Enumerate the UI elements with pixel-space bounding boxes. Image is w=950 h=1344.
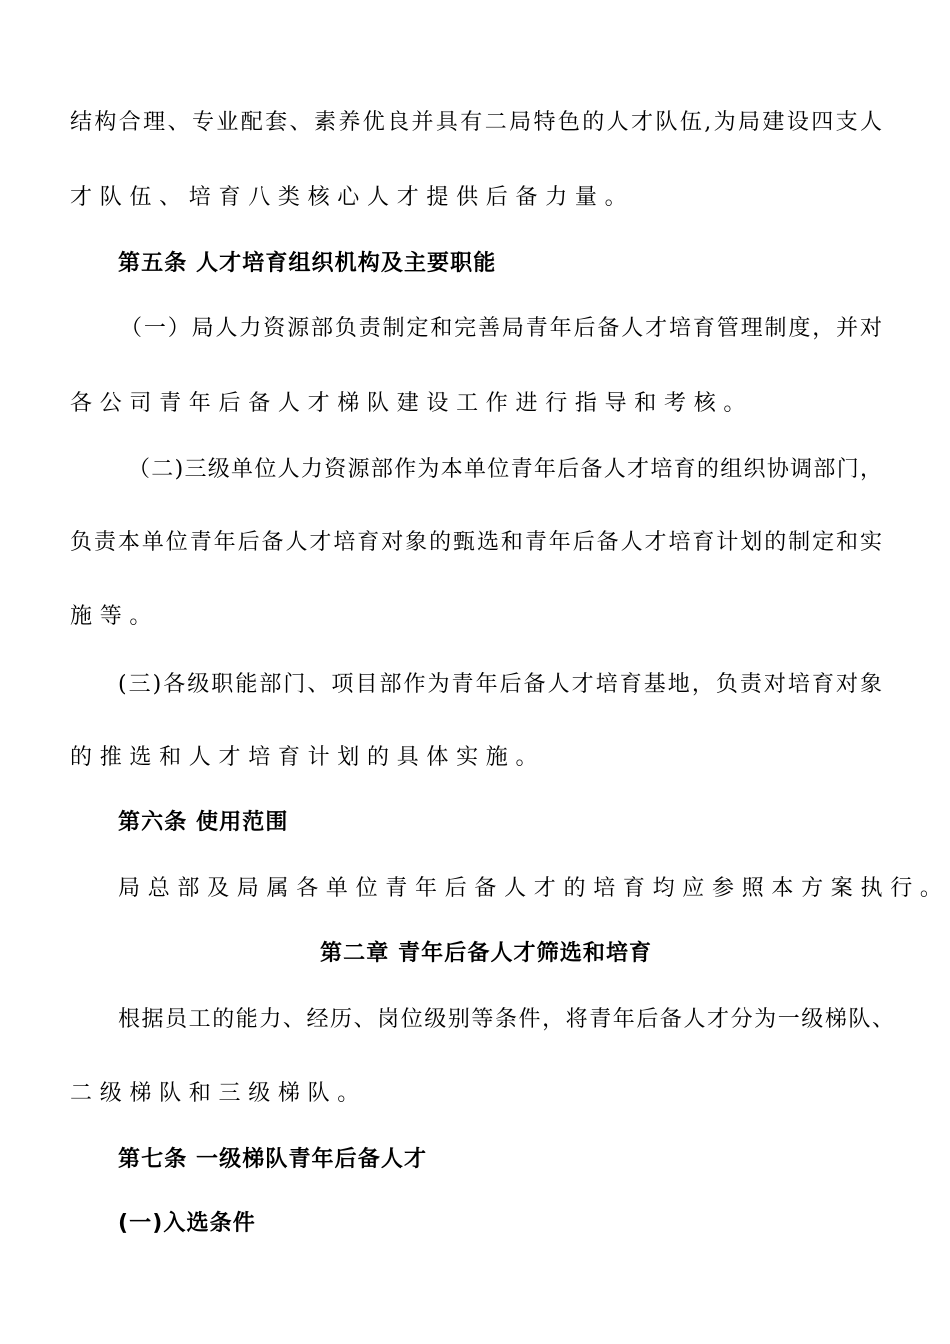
paragraph-line: (三)各级职能部门、项目部作为青年后备人才培育基地，负责对培育对象 — [118, 672, 882, 697]
article-heading-5: 第五条 人才培育组织机构及主要职能 — [118, 251, 497, 276]
paragraph-line: 负责本单位青年后备人才培育对象的甄选和青年后备人才培育计划的制定和实 — [70, 530, 882, 555]
paragraph-line: 结构合理、专业配套、素养优良并具有二局特色的人才队伍,为局建设四支人 — [70, 110, 882, 135]
paragraph-line: （二)三级单位人力资源部作为本单位青年后备人才培育的组织协调部门， — [128, 457, 882, 482]
paragraph-line: 根据员工的能力、经历、岗位级别等条件，将青年后备人才分为一级梯队、 — [118, 1007, 894, 1032]
paragraph-line: （一）局人力资源部负责制定和完善局青年后备人才培育管理制度，并对 — [120, 316, 882, 341]
paragraph-line: 才队伍、培育八类核心人才提供后备力量。 — [70, 185, 635, 210]
paragraph-line: 施等。 — [70, 604, 160, 629]
paragraph-line: 的推选和人才培育计划的具体实施。 — [70, 745, 546, 770]
paragraph-line: 二级梯队和三级梯队。 — [70, 1081, 368, 1106]
chapter-title: 第二章 青年后备人才筛选和培育 — [320, 941, 653, 966]
article-heading-6: 第六条 使用范围 — [118, 810, 289, 835]
subsection-heading: (一)入选条件 — [118, 1211, 256, 1236]
paragraph-line: 局总部及局属各单位青年后备人才的培育均应参照本方案执行。 — [118, 876, 950, 901]
article-heading-7: 第七条 一级梯队青年后备人才 — [118, 1147, 428, 1172]
paragraph-line: 各公司青年后备人才梯队建设工作进行指导和考核。 — [70, 391, 754, 416]
